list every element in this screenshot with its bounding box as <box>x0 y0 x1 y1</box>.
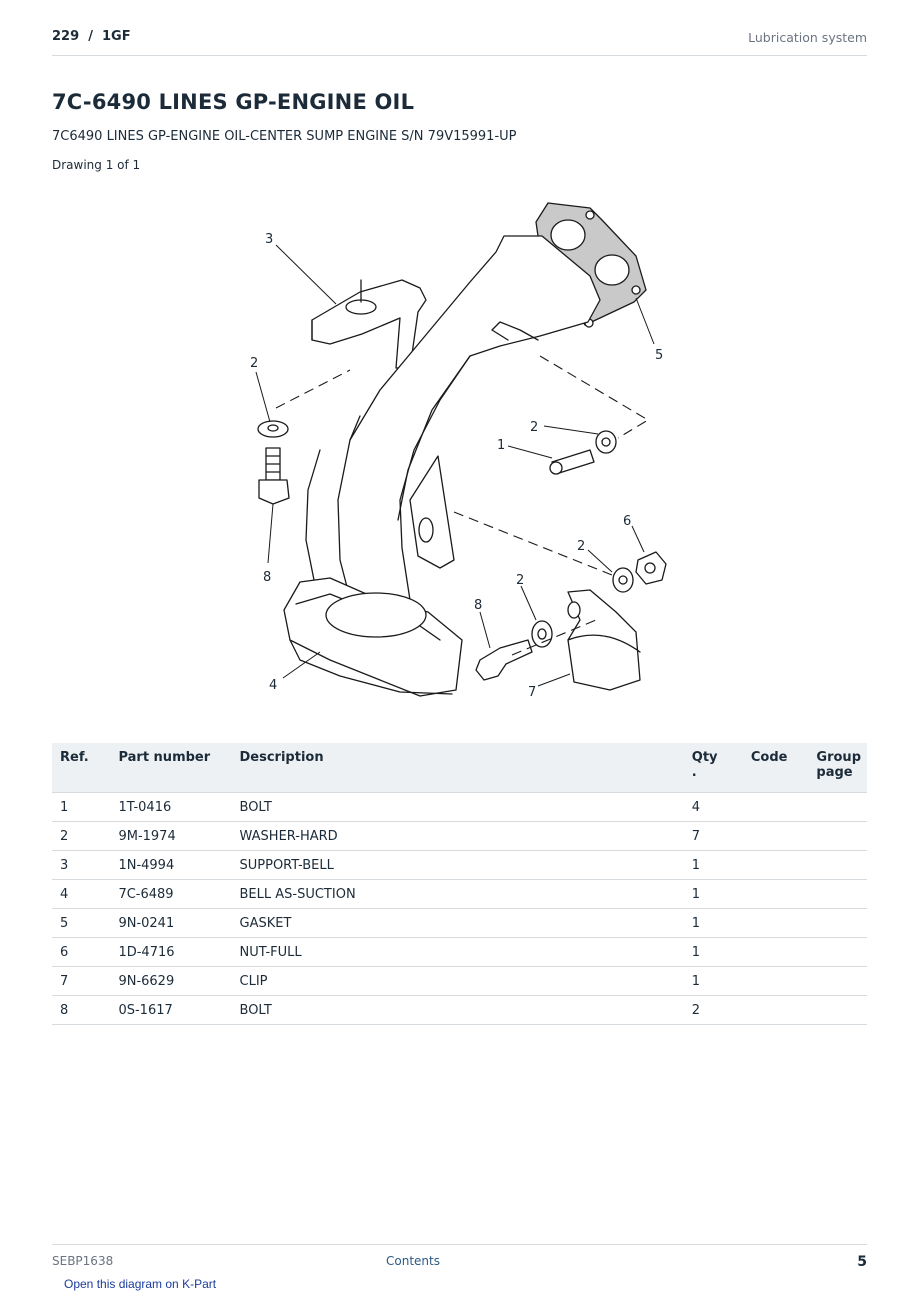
page-footer <box>52 1244 867 1270</box>
cell-description: BELL AS-SUCTION <box>232 880 684 909</box>
table-row <box>52 967 867 996</box>
table-row <box>52 938 867 967</box>
cell-code <box>743 851 809 880</box>
table-row <box>52 851 867 880</box>
column-header-ref: Ref. <box>52 743 110 793</box>
column-header-description: Description <box>232 743 684 793</box>
cell-part-number: 1T-0416 <box>110 793 231 822</box>
cell-qty: 7 <box>684 822 743 851</box>
bolt-left-head <box>259 480 289 504</box>
cell-ref: 3 <box>52 851 110 880</box>
cell-description: BOLT <box>232 793 684 822</box>
footer-doc-code: SEBP1638 <box>52 1254 114 1268</box>
cell-group-page <box>808 822 867 851</box>
callout-8: 8 <box>474 598 483 613</box>
cell-part-number: 1D-4716 <box>110 938 231 967</box>
document-id: 229 / 1GF <box>52 29 131 44</box>
cell-ref: 6 <box>52 938 110 967</box>
cell-description: GASKET <box>232 909 684 938</box>
cell-ref: 4 <box>52 880 110 909</box>
cell-ref: 7 <box>52 967 110 996</box>
column-header-code: Code <box>743 743 809 793</box>
cell-group-page <box>808 851 867 880</box>
cell-group-page <box>808 938 867 967</box>
cell-code <box>743 793 809 822</box>
callout-8: 8 <box>263 570 272 585</box>
contents-link[interactable]: Contents <box>386 1254 440 1268</box>
callout-1: 1 <box>497 438 506 453</box>
cell-part-number: 9M-1974 <box>110 822 231 851</box>
cell-code <box>743 938 809 967</box>
callout-2: 2 <box>577 539 586 554</box>
bolt-lower <box>476 640 532 680</box>
cell-description: CLIP <box>232 967 684 996</box>
cell-description: WASHER-HARD <box>232 822 684 851</box>
column-header-qty: Qty . <box>684 743 743 793</box>
cell-group-page <box>808 996 867 1025</box>
callout-2: 2 <box>516 573 525 588</box>
cell-code <box>743 996 809 1025</box>
cell-qty: 4 <box>684 793 743 822</box>
cell-qty: 2 <box>684 996 743 1025</box>
parts-table <box>52 743 867 1025</box>
page-header <box>52 29 867 56</box>
cell-qty: 1 <box>684 851 743 880</box>
cell-part-number: 1N-4994 <box>110 851 231 880</box>
parts-diagram <box>230 190 690 710</box>
gasket-hole-lower <box>595 255 629 285</box>
callout-2: 2 <box>250 356 259 371</box>
callout-2: 2 <box>530 420 539 435</box>
page-title: 7C-6490 LINES GP-ENGINE OIL <box>52 90 415 114</box>
cell-qty: 1 <box>684 909 743 938</box>
cell-description: BOLT <box>232 996 684 1025</box>
drawing-label: Drawing 1 of 1 <box>52 158 141 172</box>
cell-code <box>743 967 809 996</box>
cell-part-number: 0S-1617 <box>110 996 231 1025</box>
callout-5: 5 <box>655 348 664 363</box>
cell-part-number: 7C-6489 <box>110 880 231 909</box>
cell-code <box>743 909 809 938</box>
cell-ref: 2 <box>52 822 110 851</box>
cell-part-number: 9N-6629 <box>110 967 231 996</box>
cell-group-page <box>808 967 867 996</box>
gasket-hole-upper <box>551 220 585 250</box>
table-row <box>52 793 867 822</box>
column-header-part-number: Part number <box>110 743 231 793</box>
cell-code <box>743 880 809 909</box>
cell-qty: 1 <box>684 967 743 996</box>
cell-part-number: 9N-0241 <box>110 909 231 938</box>
table-row <box>52 996 867 1025</box>
cell-code <box>743 822 809 851</box>
cell-group-page <box>808 909 867 938</box>
cell-group-page <box>808 793 867 822</box>
table-header-row <box>52 743 867 793</box>
cell-qty: 1 <box>684 938 743 967</box>
column-header-group-page: Group page <box>808 743 867 793</box>
page-number: 5 <box>857 1254 867 1270</box>
cell-ref: 8 <box>52 996 110 1025</box>
cell-group-page <box>808 880 867 909</box>
cell-description: SUPPORT-BELL <box>232 851 684 880</box>
callout-4: 4 <box>269 678 278 693</box>
section-name: Lubrication system <box>748 30 867 45</box>
cell-ref: 5 <box>52 909 110 938</box>
table-row <box>52 822 867 851</box>
callout-7: 7 <box>528 685 537 700</box>
page-subtitle: 7C6490 LINES GP-ENGINE OIL-CENTER SUMP ENGINE S/N 79V15991-UP <box>52 129 517 144</box>
open-on-kpart-link[interactable]: Open this diagram on K-Part <box>64 1277 217 1291</box>
mount-tab <box>410 456 454 568</box>
cell-qty: 1 <box>684 880 743 909</box>
table-row <box>52 880 867 909</box>
cell-description: NUT-FULL <box>232 938 684 967</box>
callout-6: 6 <box>623 514 632 529</box>
table-row <box>52 909 867 938</box>
cell-ref: 1 <box>52 793 110 822</box>
callout-3: 3 <box>265 232 274 247</box>
